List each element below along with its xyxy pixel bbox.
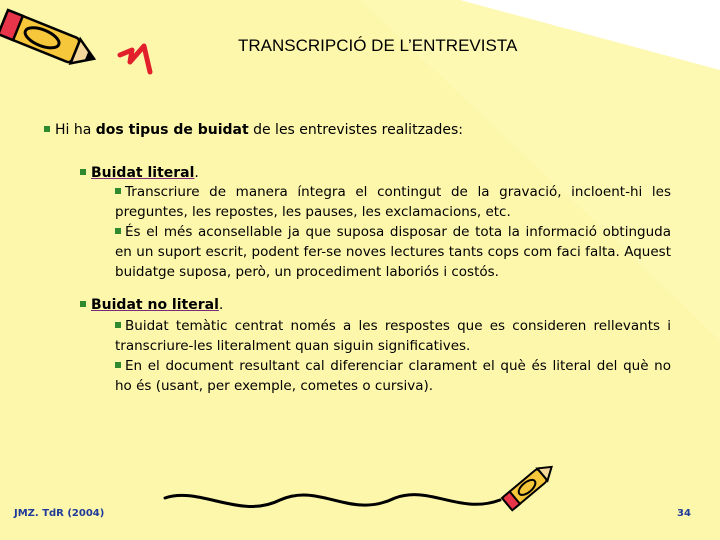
section-heading-text: Buidat no literal	[91, 297, 219, 313]
section-1-point-2	[115, 222, 671, 282]
footer-author: JMZ. TdR (2004)	[14, 508, 105, 519]
point-text: Transcriure de manera íntegra el contingut de la gravació, incloent-hi les preguntes, les repostes, les pauses, les exclamacions, etc.	[115, 184, 671, 220]
section-heading-non-literal	[80, 297, 223, 313]
bullet-square-icon	[80, 301, 86, 307]
intro-text-pre: Hi ha	[55, 122, 96, 138]
point-text: En el document resultant cal diferenciar clarament el què és literal del què no ho és (usant, per exemple, cometes o cursiva).	[115, 358, 671, 394]
section-1-point-1	[115, 182, 671, 222]
section-2-point-2	[115, 356, 671, 396]
slide-title: TRANSCRIPCIÓ DE L’ENTREVISTA	[238, 36, 518, 55]
bullet-square-icon	[115, 322, 121, 328]
intro-text-post: de les entrevistes realitzades:	[248, 122, 464, 138]
section-heading-literal	[80, 165, 199, 181]
intro-text-bold: dos tipus de buidat	[95, 122, 249, 138]
section-2-point-1	[115, 316, 671, 356]
bullet-square-icon	[115, 188, 121, 194]
intro-line	[44, 122, 463, 138]
bullet-square-icon	[80, 169, 86, 175]
bullet-square-icon	[44, 126, 50, 132]
point-text: És el més aconsellable ja que suposa disposar de tota la informació obtinguda en un suport escrit, podent fer-se noves lectures tants cops com faci falta. Aquest buidatge suposa, però, un procediment laboriós i costós.	[115, 224, 671, 280]
heading-suffix: .	[218, 297, 224, 313]
section-heading-text: Buidat literal	[91, 165, 195, 181]
heading-suffix: .	[194, 165, 199, 181]
point-text: Buidat temàtic centrat només a les respostes que es consideren rellevants i transcriure-les literalment quan siguin significatives.	[115, 318, 671, 354]
page-number: 34	[677, 508, 691, 519]
bullet-square-icon	[115, 228, 121, 234]
bullet-square-icon	[115, 362, 121, 368]
